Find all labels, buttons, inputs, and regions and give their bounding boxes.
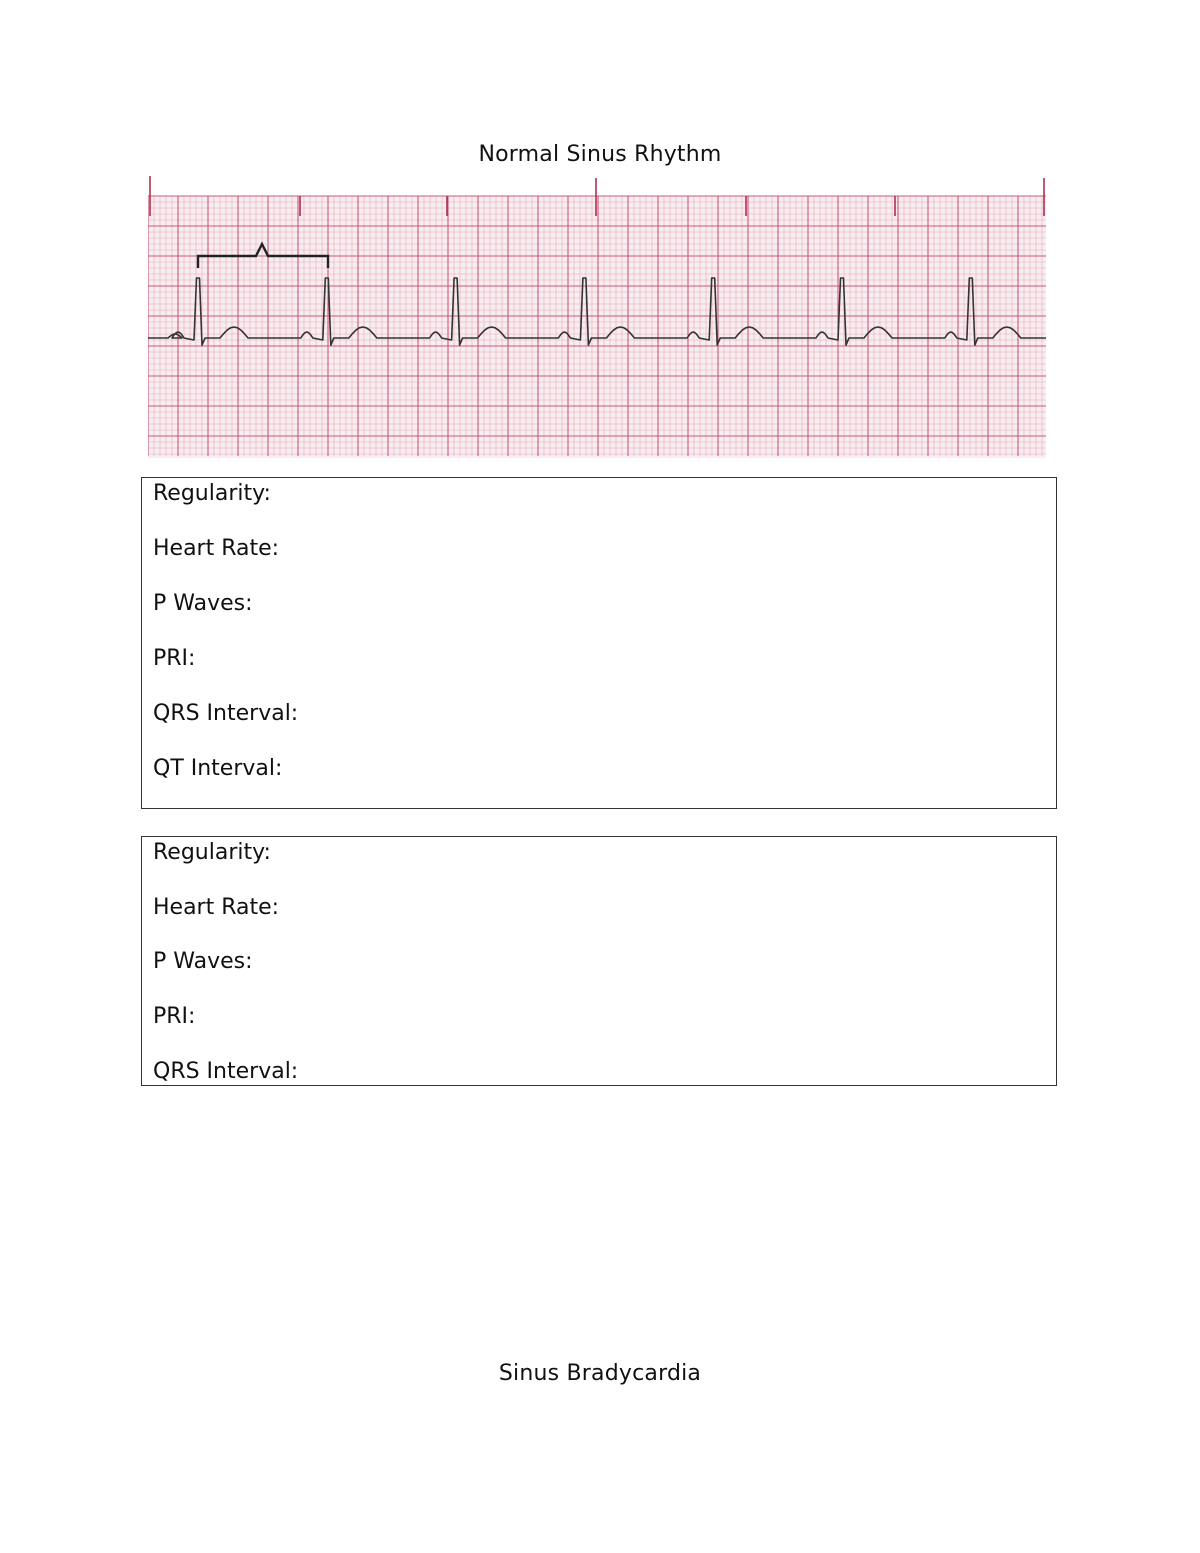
heart-rate-label: Heart Rate: — [153, 895, 280, 920]
p-waves-label: P Waves: — [153, 949, 253, 974]
ecg-rhythm-strip — [148, 176, 1046, 458]
regularity-label: Regularity: — [153, 481, 271, 506]
qt-interval-label: QT Interval: — [153, 756, 283, 781]
heart-rate-label: Heart Rate: — [153, 536, 280, 561]
qrs-interval-label: QRS Interval: — [153, 1059, 299, 1084]
regularity-label: Regularity: — [153, 840, 271, 865]
analysis-form-2 — [141, 836, 1057, 1086]
ecg-strip-graphic — [148, 176, 1046, 458]
p-waves-label: P Waves: — [153, 591, 253, 616]
strip-title: Normal Sinus Rhythm — [478, 142, 722, 167]
ecg-paper — [148, 196, 1046, 458]
qrs-interval-label: QRS Interval: — [153, 701, 299, 726]
analysis-form-1 — [141, 477, 1057, 809]
pri-label: PRI: — [153, 646, 196, 671]
next-strip-title: Sinus Bradycardia — [498, 1361, 702, 1386]
pri-label: PRI: — [153, 1004, 196, 1029]
